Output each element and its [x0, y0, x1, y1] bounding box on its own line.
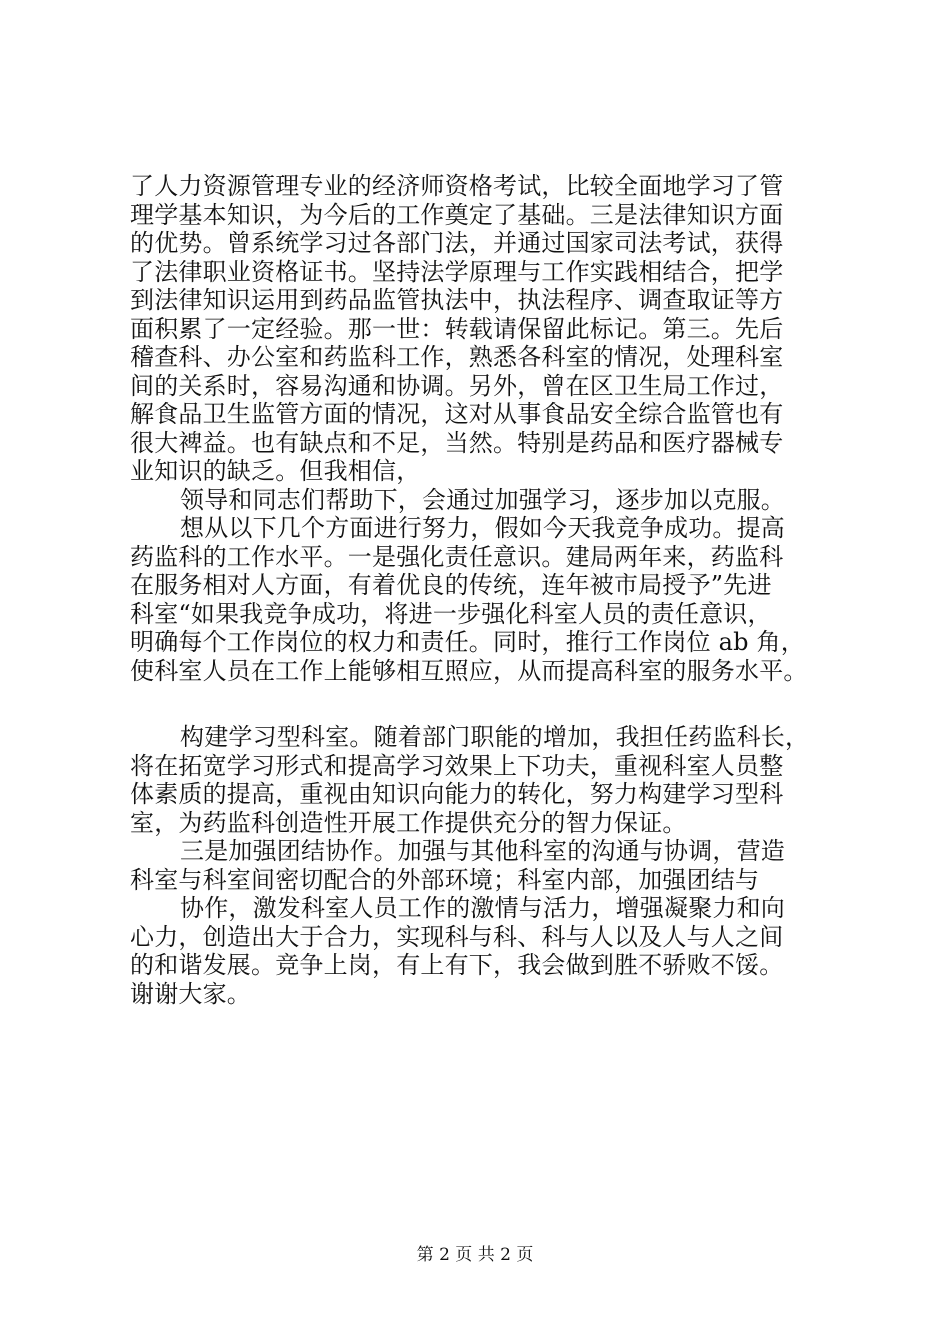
text-line: 心力，创造出大于合力，实现科与科、科与人以及人与人之间 — [130, 922, 784, 951]
text-line: 间的关系时，容易沟通和协调。另外，曾在区卫生局工作过， — [130, 371, 784, 400]
text-line: 领导和同志们帮助下，会通过加强学习，逐步加以克服。 — [180, 485, 785, 514]
text-line: 解食品卫生监管方面的情况，这对从事食品安全综合监管也有 — [130, 400, 784, 428]
text-line: 药监科的工作水平。一是强化责任意识。建局两年来，药监科 — [130, 542, 784, 571]
text-line: 业知识的缺乏。但我相信， — [130, 457, 421, 485]
text-line: 了法律职业资格证书。坚持法学原理与工作实践相结合，把学 — [130, 257, 784, 286]
text-line: 使科室人员在工作上能够相互照应，从而提高科室的服务水平。 — [130, 656, 808, 685]
text-line: 理学基本知识，为今后的工作奠定了基础。三是法律知识方面 — [130, 200, 784, 229]
text-line: 很大裨益。也有缺点和不足，当然。特别是药品和医疗器械专 — [130, 428, 784, 457]
text-line: 谢谢大家。 — [130, 979, 251, 1008]
text-line: 到法律知识运用到药品监管执法中，执法程序、调查取证等方 — [130, 286, 784, 314]
text-line: 科室“如果我竞争成功，将进一步强化科室人员的责任意识， — [130, 599, 772, 628]
text-line: 面积累了一定经验。那一世：转载请保留此标记。第三。先后 — [130, 314, 784, 343]
text-line: 明确每个工作岗位的权力和责任。同时，推行工作岗位 ab 角， — [130, 628, 805, 656]
text-line: 在服务相对人方面，有着优良的传统，连年被市局授予”先进 — [130, 571, 772, 599]
text-line: 了人力资源管理专业的经济师资格考试，比较全面地学习了管 — [130, 172, 784, 200]
text-line: 的和谐发展。竞争上岗，有上有下，我会做到胜不骄败不馁。 — [130, 951, 784, 979]
document-body — [130, 172, 850, 1008]
text-line: 稽查科、办公室和药监科工作，熟悉各科室的情况，处理科室 — [130, 343, 784, 371]
text-line: 室，为药监科创造性开展工作提供充分的智力保证。 — [130, 808, 687, 837]
text-line: 想从以下几个方面进行努力，假如今天我竞争成功。提高 — [180, 514, 785, 542]
text-line: 体素质的提高，重视由知识向能力的转化，努力构建学习型科 — [130, 780, 784, 808]
paragraph-gap — [130, 685, 850, 723]
text-line: 协作，激发科室人员工作的激情与活力，增强凝聚力和向 — [180, 894, 785, 922]
text-line: 构建学习型科室。随着部门职能的增加，我担任药监科长， — [180, 723, 810, 751]
text-line: 科室与科室间密切配合的外部环境；科室内部，加强团结与 — [130, 865, 760, 894]
text-line: 三是加强团结协作。加强与其他科室的沟通与协调，营造 — [180, 837, 785, 865]
text-line: 将在拓宽学习形式和提高学习效果上下功夫，重视科室人员整 — [130, 751, 784, 780]
page-footer: 第 2 页 共 2 页 — [416, 1245, 534, 1265]
text-line: 的优势。曾系统学习过各部门法，并通过国家司法考试，获得 — [130, 229, 784, 257]
